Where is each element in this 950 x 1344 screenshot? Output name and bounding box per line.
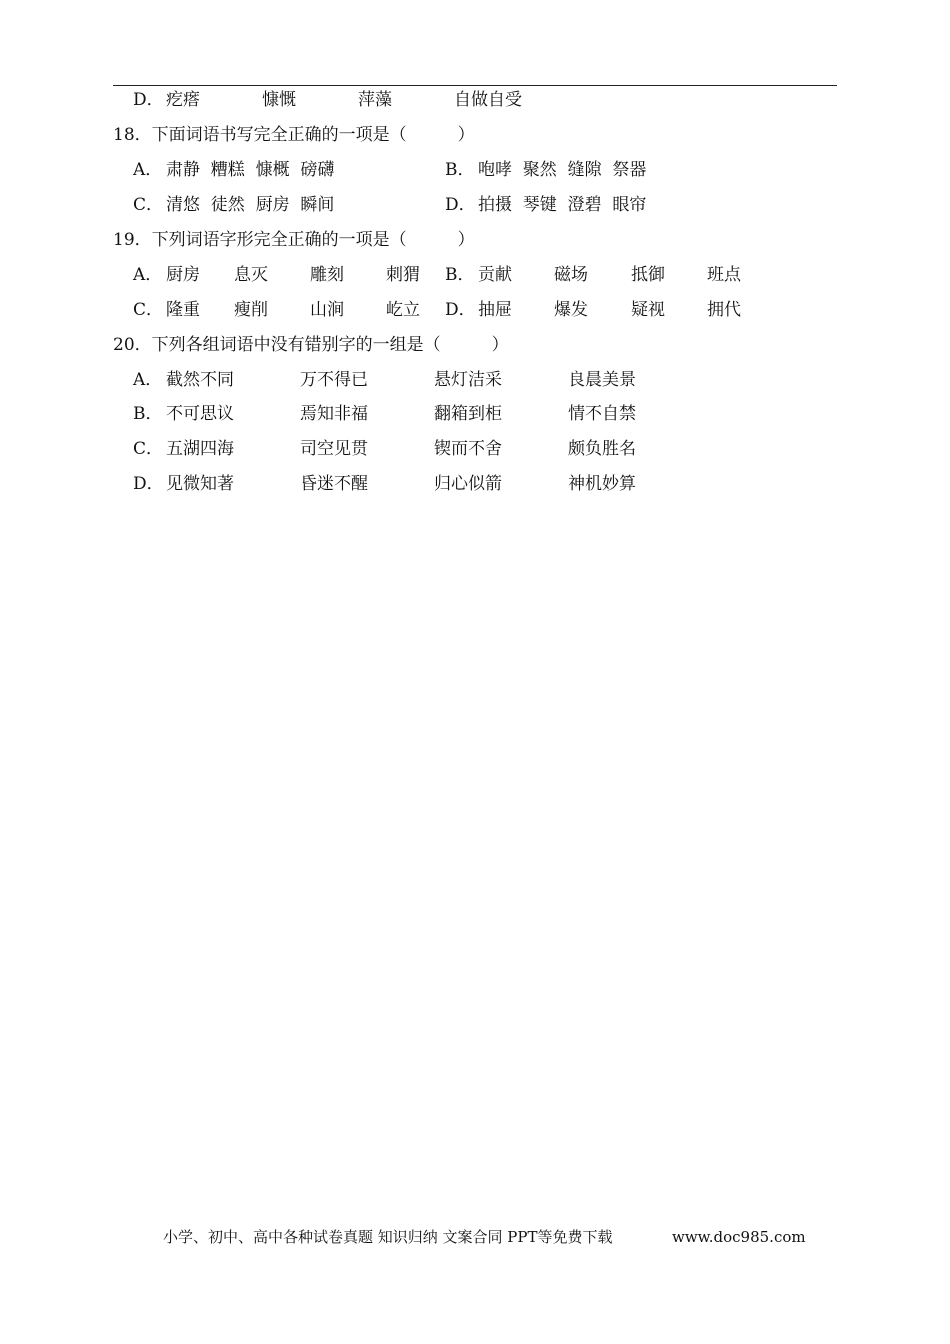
- word: 慷慨: [262, 90, 296, 110]
- option-label: D．: [133, 90, 164, 110]
- option-label: A．: [133, 370, 163, 390]
- word: 厨房: [166, 265, 200, 285]
- q19-option-a: [133, 263, 443, 287]
- word: 雕刻: [310, 265, 344, 285]
- word: 拥代: [707, 300, 741, 320]
- option-label: A．: [133, 160, 163, 180]
- option-label: D．: [445, 195, 476, 215]
- word: 疑视: [631, 300, 665, 320]
- option-label: D．: [445, 300, 476, 320]
- idiom: 焉知非福: [300, 404, 368, 424]
- option-label: B．: [445, 160, 475, 180]
- idiom: 五湖四海: [166, 439, 234, 459]
- option-label: B．: [445, 265, 475, 285]
- option-label: C．: [133, 300, 164, 320]
- q20-option-b: [133, 402, 693, 426]
- footer-url[interactable]: www.doc985.com: [672, 1228, 806, 1246]
- word: 贡献: [478, 265, 512, 285]
- q19-option-d: [445, 298, 775, 322]
- word: 隆重: [166, 300, 200, 320]
- option-text: 清悠 徒然 厨房 瞬间: [166, 195, 335, 215]
- option-text: 肃静 糟糕 慷概 磅礴: [166, 160, 335, 180]
- idiom: 昏迷不醒: [300, 474, 368, 494]
- option-label: C．: [133, 195, 164, 215]
- idiom: 锲而不舍: [434, 439, 502, 459]
- header-rule: [113, 85, 837, 86]
- word: 萍藻: [358, 90, 392, 110]
- word: 刺猬: [386, 265, 420, 285]
- option-text: 咆哮 聚然 缝隙 祭器: [478, 160, 647, 180]
- idiom: 颇负胜名: [568, 439, 636, 459]
- q18-option-a: [133, 158, 433, 182]
- word: 疙瘩: [166, 90, 200, 110]
- q20-option-c: [133, 437, 693, 461]
- option-label: D．: [133, 474, 164, 494]
- option-text: 拍摄 琴键 澄碧 眼帘: [478, 195, 647, 215]
- idiom: 情不自禁: [568, 404, 636, 424]
- idiom: 截然不同: [166, 370, 234, 390]
- q18-stem: 18．下面词语书写完全正确的一项是（ ）: [113, 125, 475, 145]
- idiom: 万不得已: [300, 370, 368, 390]
- option-label: A．: [133, 265, 163, 285]
- q20-option-d: [133, 472, 693, 496]
- q20-option-a: [133, 368, 693, 392]
- idiom: 翻箱到柜: [434, 404, 502, 424]
- word: 磁场: [554, 265, 588, 285]
- option-label: B．: [133, 404, 163, 424]
- word: 屹立: [386, 300, 420, 320]
- idiom: 神机妙算: [568, 474, 636, 494]
- q19-option-c: [133, 298, 443, 322]
- option-label: C．: [133, 439, 164, 459]
- q18-option-b: [445, 158, 745, 182]
- word: 抵御: [631, 265, 665, 285]
- q20-stem: 20．下列各组词语中没有错别字的一组是（ ）: [113, 335, 509, 355]
- idiom: 不可思议: [166, 404, 234, 424]
- footer-text: 小学、初中、高中各种试卷真题 知识归纳 文案合同 PPT等免费下载: [163, 1228, 613, 1246]
- word: 爆发: [554, 300, 588, 320]
- q17-option-d: [133, 88, 633, 112]
- q19-option-b: [445, 263, 775, 287]
- word: 班点: [707, 265, 741, 285]
- q19-stem: 19．下列词语字形完全正确的一项是（ ）: [113, 230, 475, 250]
- word: 山涧: [310, 300, 344, 320]
- word: 抽屉: [478, 300, 512, 320]
- idiom: 悬灯洁采: [434, 370, 502, 390]
- q18-option-c: [133, 193, 433, 217]
- idiom: 良晨美景: [568, 370, 636, 390]
- idiom: 见微知著: [166, 474, 234, 494]
- word: 瘦削: [234, 300, 268, 320]
- idiom: 司空见贯: [300, 439, 368, 459]
- word: 自做自受: [454, 90, 522, 110]
- idiom: 归心似箭: [434, 474, 502, 494]
- q18-option-d: [445, 193, 745, 217]
- word: 息灭: [234, 265, 268, 285]
